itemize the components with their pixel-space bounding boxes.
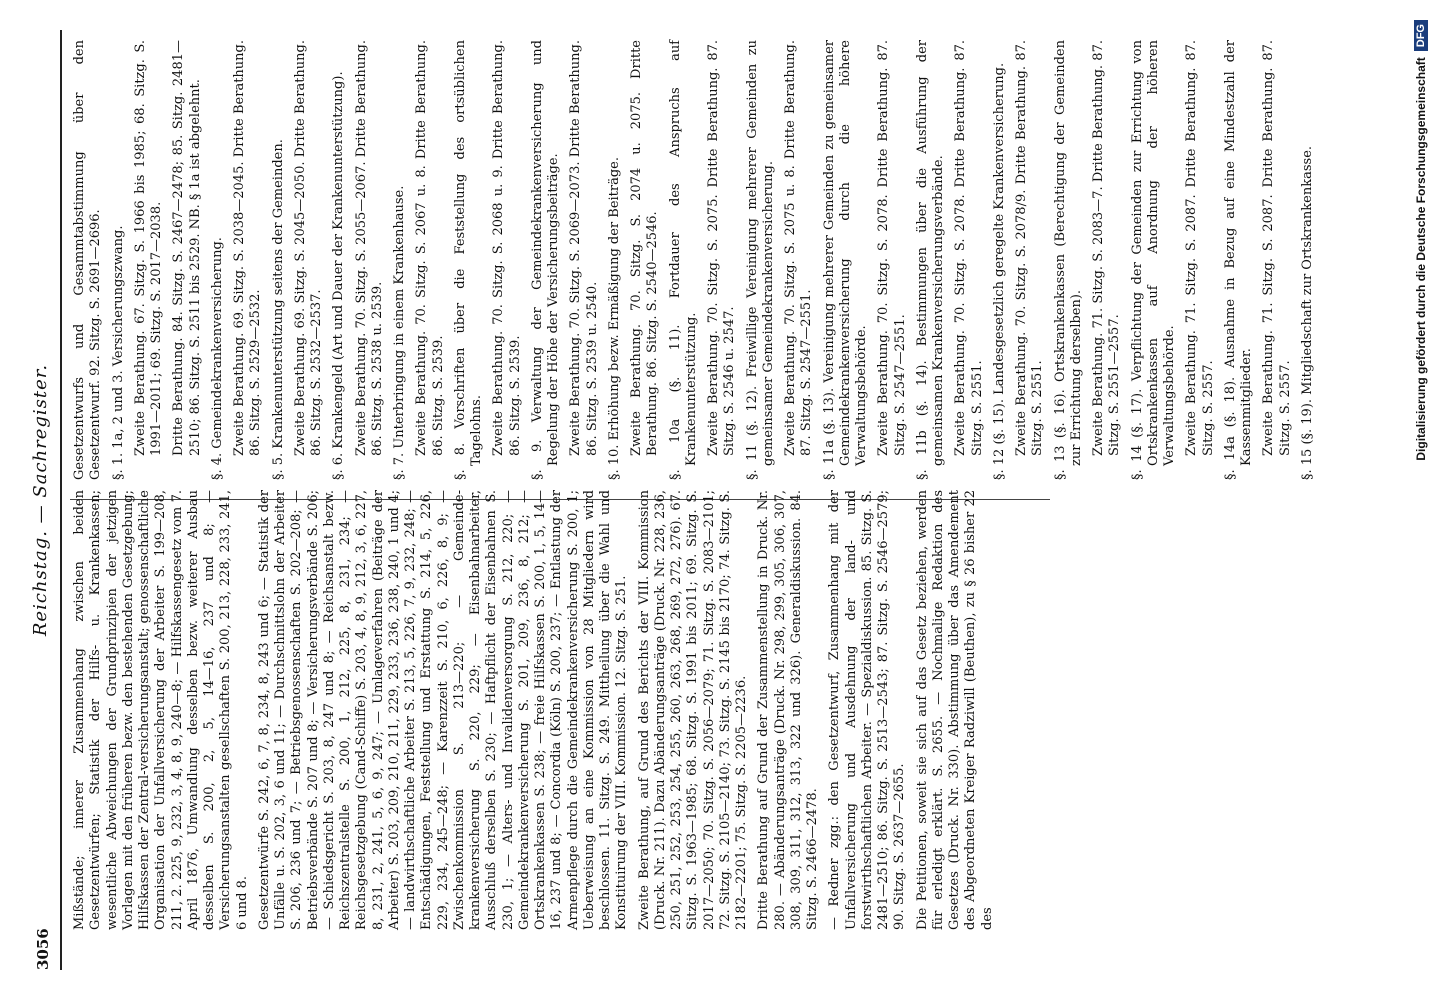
digitization-credit xyxy=(1410,0,1432,1000)
right-column-entry: §. 10a (§. 11). Fortdauer des Anspruchs auf Krankenunterstützung. xyxy=(667,40,699,480)
right-column-entry: Zweite Berathung. 70. Sitzg. S. 2055—2067. Dritte Berathung. 86. Sitzg. S. 2538 u. 2539. xyxy=(353,40,385,456)
left-column-paragraph: Die Petitionen, soweit sie sich auf das Gesetz beziehen, werden für erledigt erklärt. S. 2655. — Nochmalige Redaktion des Gesetzes (Druck. Nr. 330). Abstimmung über das Amendement des Abgeordneten Kreiger Radziwill (Beuthen), zu § 26 bisher 22 des xyxy=(914,490,995,930)
right-column-entry: Zweite Berathung. 70. Sitzg. S. 2075 u. 8. Dritte Berathung. 87. Sitzg. S. 2547—2551. xyxy=(783,40,815,456)
credit-text: Digitalisierung gefördert durch die Deutsche Forschungsgemeinschaft xyxy=(1414,57,1428,461)
digitization-sidebar xyxy=(1410,0,1432,1000)
right-column-entry: Zweite Berathung. 70. Sitzg. S. 2069—2073. Dritte Berathung. 86. Sitzg. S. 2539 u. 2540. xyxy=(568,40,600,456)
right-column-entry: §. 9. Verwaltung der Gemeindekrankenversicherung und Regelung der Höhe der Versicherungsbeiträge. xyxy=(529,40,561,480)
right-column-entry: Zweite Berathung. 67. Sitzg. S. 1966 bis 1985; 68. Sitzg. S. 1991—2011; 69. Sitzg. S. 2017—2038. xyxy=(132,40,164,456)
right-column-entry: Zweite Berathung. 70. Sitzg. S. 2074 u. 2075. Dritte Berathung. 86. Sitzg. S. 2540—2546. xyxy=(629,40,661,456)
right-column-entry: §. 11 (§. 12). Freiwillige Vereinigung mehrerer Gemeinden zu gemeinsamer Gemeindekrankenversicherung. xyxy=(744,40,776,480)
right-column-entry: Zweite Berathung. 70. Sitzg. S. 2078. Dritte Berathung. 87. Sitzg. S. 2551. xyxy=(953,40,985,456)
right-column-entry: Zweite Berathung. 69. Sitzg. S. 2038—2045. Dritte Berathung. 86. Sitzg. S. 2529—2532. xyxy=(232,40,264,456)
right-column-entry: Gesetzentwurfs und Gesammtabstimmung über den Gesetzentwurf. 92. Sitzg. S. 2691—2696. xyxy=(72,40,104,480)
right-column-entry: §. 6. Krankengeld (Art und Dauer der Krankenunterstützung). xyxy=(331,71,347,480)
right-column-entry: Dritte Berathung. 84. Sitzg. S. 2467—2478; 85. Sitzg. 2481—2510; 86. Sitzg. S. 2511 bis 2529. NB. § 1a ist abgelehnt. xyxy=(171,40,203,456)
page-number: 3056 xyxy=(34,928,52,970)
running-head: Reichstag. — Sachregister. xyxy=(30,363,51,637)
left-column-paragraph: Gesetzentwürfe S. 242, 6, 7, 8, 234, 8, 243 und 6; — Statistik der Unfälle u. S. 202, 3, 6 und 11; — Durchschnittslohn der Arbeiter S. 206, 236 und 7; — Betriebsgenossenschaften S. 202—208; — Betriebsverbände S. 207 und 8; — Versicherungsverbände S. 206; — Schiedsgericht S. 203, 8, 247 und 8; — Reichsanstalt bezw. Reichszentralstelle S. 200, 1, 212, 225, 8, 231, 234; — Reichsgesetzgebung (Cand-Schiffe) S. 203, 4, 8, 9, 212, 3, 6, 227, 8, 231, 2, 241, 5, 6, 9, 247; — Umlageverfahren (Beiträge der Arbeiter) S. 203, 209, 210, 211, 229, 233, 236, 238, 240, 1 und 4; — landwirthschaftliche Arbeiter S. 213, 5, 226, 7, 9, 232, 248; — Entschädigungen, Feststellung und Erstattung S. 214, 5, 226, 229, 234, 245—248; — Karenzzeit S. 210, 6, 226, 8, 9; — Zwischenkommission S. 213—220; — Gemeinde-krankenversicherung S. 220, 229; — Eisenbahnarbeiter, Ausschluß derselben S. 230; — Haftpflicht der Eisenbahnen S. 230, 1; — Alters- und Invalidenversorgung S. 212, 220; — Gemeindekrankenversicherung S. 201, 209, 236, 8, 212; — Ortskrankenkassen S. 238; — freie Hilfskassen S. 200, 1, 5, 14—16, 237 und 8; — Concordia (Köln) S. 200, 237; — Entlastung der Armenpflege durch die Gemeindekrankenversicherung S. 200, 1; Ueberweisung an eine Kommission von 28 Mitgliedern wird beschlossen. 11. Sitzg. S. 249. Mittheilung über die Wahl und Konstituirung der VIII. Kommission. 12. Sitzg. S. 251. xyxy=(256,490,630,930)
right-column-entry: §. 1. 1a, 2 und 3. Versicherungszwang. xyxy=(110,225,126,480)
right-column-entry: §. 14a (§. 18). Ausnahme in Bezug auf eine Mindestzahl der Kassenmitglieder. xyxy=(1222,40,1254,480)
right-column-entry: §. 13 (§. 16). Ortskrankenkassen (Berechtigung der Gemeinden zur Errichtung derselben). xyxy=(1052,40,1084,480)
right-column-entry: Zweite Berathung. 70. Sitzg. S. 2075. Dritte Berathung. 87. Sitzg. S. 2546 u. 2547. xyxy=(706,40,738,456)
right-column-entry: Zweite Berathung. 71. Sitzg. S. 2087. Dritte Berathung. 87. Sitzg. S. 2557. xyxy=(1184,40,1216,456)
right-column-entry: Zweite Berathung. 71. Sitzg. S. 2087. Dritte Berathung. 87. Sitzg. S. 2557. xyxy=(1261,40,1293,456)
left-column-paragraph: — Redner zgg.: den Gesetzentwurf, Zusammenhang mit der Unfallversicherung und Ausdehnung der land- und forstwirthschaftlichen Arbeiter. — Spezialdiskussion. 85. Sitzg. S. 2481—2510; 86. Sitzg. S. 2513—2543; 87. Sitzg. S. 2546—2579; 90. Sitzg. S. 2637—2655. xyxy=(827,490,908,930)
right-column-entry: §. 14 (§. 17). Verpflichtung der Gemeinden zur Errichtung von Ortskrankenkassen auf Anordnung der höheren Verwaltungsbehörde. xyxy=(1129,40,1177,480)
right-column-entry: Zweite Berathung. 70. Sitzg. S. 2068 u. 9. Dritte Berathung. 86. Sitzg. S. 2539. xyxy=(491,40,523,456)
right-column-entry: §. 7. Unterbringung in einem Krankenhause. xyxy=(392,185,407,480)
right-column-entry: §. 5. Krankenunterstützung seitens der Gemeinden. xyxy=(270,139,286,480)
dfg-logo: DFG xyxy=(1414,20,1428,51)
right-column-entry: §. 11b (§. 14). Bestimmungen über die Ausführung der gemeinsamen Krankenversicherungsverbände. xyxy=(914,40,946,480)
right-column-entry: Zweite Berathung. 70. Sitzg. S. 2067 u. 8. Dritte Berathung. 86. Sitzg. S. 2539. xyxy=(414,40,446,456)
left-column-paragraph: Mißstände; innerer Zusammenhang zwischen beiden Gesetzentwürfen; Statistik der Hilfs- u. Krankenkassen; wesentliche Abweichungen der Grundprinzipien der jetzigen Vorlagen mit den früheren bezw. den bestehenden Gesetzgebung; Hilfskassen der Zentral-versicherungsanstalt; genossenschaftliche Organisation der Unfallversicherung der Arbeiter S. 199—208, 211, 2. 225, 9, 232, 3, 4, 8, 9, 240—8; — Hilfskassengesetz vom 7. April 1876, Umwandlung desselben bezw. weiterer Ausbau desselben S. 200, 2, 5, 14—16, 237 und 8; — Versicherungsanstalten gesellschaften S. 200, 213, 228, 233, 241, 6 und 8. xyxy=(72,490,250,930)
right-column-entry: §. 11a (§. 13). Vereinigung mehrerer Gemeinden zu gemeinsamer Gemeindekrankenversicherung durch die höhere Verwaltungsbehörde. xyxy=(821,40,869,480)
right-column-entry: §. 8. Vorschriften über die Feststellung des ortsüblichen Tagelohns. xyxy=(452,40,484,480)
right-column-entry: §. 15 (§. 19). Mitgliedschaft zur Ortskrankenkasse. xyxy=(1299,145,1315,480)
right-column-entry: §. 10. Erhöhung bezw. Ermäßigung der Beiträge. xyxy=(606,156,622,480)
right-column-entry: Zweite Berathung. 70. Sitzg. S. 2078. Dritte Berathung. 87. Sitzg. S. 2547—2551. xyxy=(876,40,908,456)
left-column xyxy=(72,490,1082,930)
left-column-paragraph: Zweite Berathung, auf Grund des Berichts der VIII. Kommission (Druck. Nr. 211). Dazu Abänderungsanträge (Druck. Nr. 228, 236, 250, 251, 252, 253, 254, 255, 260, 263, 268, 269, 272, 276). 67. Sitzg. S. 1963—1985; 68. Sitzg. S. 1991 bis 2011; 69. Sitzg. S. 2017—2050; 70. Sitzg. S. 2056—2079; 71. Sitzg. S. 2083—2101; 72. Sitzg. S. 2105—2140; 73. Sitzg. S. 2145 bis 2170; 74. Sitzg. S. 2182—2201; 75. Sitzg. S. 2205—2236. xyxy=(636,490,749,930)
right-column-entry: Zweite Berathung. 71. Sitzg. S. 2083—7. Dritte Berathung. 87. Sitzg. S. 2551—2557. xyxy=(1091,40,1123,456)
right-column-entry: §. 4. Gemeindekrankenversicherung. xyxy=(209,237,225,480)
right-column-entry: Zweite Berathung. 69. Sitzg. S. 2045—2050. Dritte Berathung. 86. Sitzg. S. 2532—2537. xyxy=(292,40,324,456)
right-column-entry: Zweite Berathung. 70. Sitzg. S. 2078/9. Dritte Berathung. 87. Sitzg. S. 2551. xyxy=(1014,40,1046,456)
right-column-entry: §. 12 (§. 15). Landesgesetzlich geregelte Krankenversicherung. xyxy=(991,62,1007,480)
right-column xyxy=(72,40,1315,480)
header-rule xyxy=(60,30,62,970)
left-column-paragraph: Dritte Berathung auf Grund der Zusammenstellung in Druck. Nr. 280. — Abänderungsanträge (Druck. Nr. 298, 299, 305, 306, 307, 308, 309, 311, 312, 313, 322 und 326). Generaldiskussion. 84. Sitzg. S. 2466—2478. xyxy=(756,490,820,930)
